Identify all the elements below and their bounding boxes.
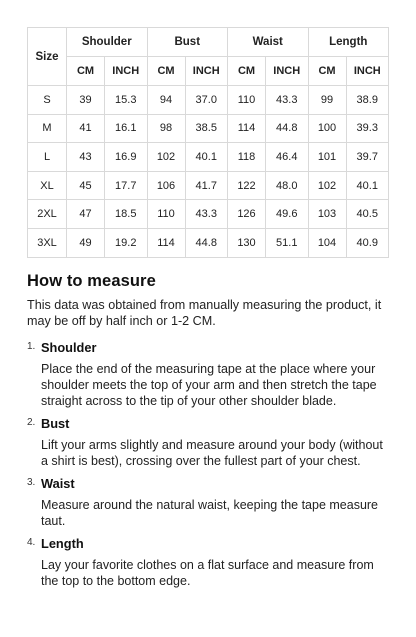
bust-header: Bust xyxy=(147,28,228,57)
size-chart-container xyxy=(27,27,389,258)
step-title: Shoulder xyxy=(41,340,97,355)
unit-header: CM xyxy=(308,57,346,86)
measurement-cell: 18.5 xyxy=(105,200,148,229)
table-row xyxy=(28,228,389,257)
list-item xyxy=(27,339,392,409)
step-title: Length xyxy=(41,536,84,551)
measurement-cell: 40.1 xyxy=(346,171,389,200)
measurement-cell: 49.6 xyxy=(266,200,309,229)
unit-header: INCH xyxy=(266,57,309,86)
how-to-measure-title: How to measure xyxy=(27,272,156,290)
list-item xyxy=(27,535,392,589)
measurement-cell: 16.9 xyxy=(105,143,148,172)
measurement-cell: 49 xyxy=(67,228,105,257)
measurement-cell: 114 xyxy=(147,228,185,257)
measurement-cell: 17.7 xyxy=(105,171,148,200)
measurement-cell: 44.8 xyxy=(185,228,228,257)
size-table-body xyxy=(28,86,389,258)
measurement-cell: 15.3 xyxy=(105,86,148,115)
size-label-cell: S xyxy=(28,86,67,115)
measurement-cell: 37.0 xyxy=(185,86,228,115)
measurement-cell: 41.7 xyxy=(185,171,228,200)
list-item xyxy=(27,475,392,529)
measurement-cell: 99 xyxy=(308,86,346,115)
measurement-cell: 104 xyxy=(308,228,346,257)
unit-header: INCH xyxy=(105,57,148,86)
table-row xyxy=(28,86,389,115)
size-label-cell: L xyxy=(28,143,67,172)
shoulder-header: Shoulder xyxy=(67,28,148,57)
table-row xyxy=(28,143,389,172)
measurement-cell: 41 xyxy=(67,114,105,143)
measurement-cell: 39.3 xyxy=(346,114,389,143)
step-description: Lift your arms slightly and measure around your body (without a shirt is best), crossing over the fullest part of your chest. xyxy=(41,438,383,468)
measurement-cell: 101 xyxy=(308,143,346,172)
measurement-cell: 44.8 xyxy=(266,114,309,143)
unit-header: CM xyxy=(147,57,185,86)
size-column-header: Size xyxy=(28,28,67,86)
measurement-cell: 45 xyxy=(67,171,105,200)
unit-header: INCH xyxy=(185,57,228,86)
step-number: 4. xyxy=(27,537,36,548)
measurement-cell: 130 xyxy=(228,228,266,257)
measurement-cell: 118 xyxy=(228,143,266,172)
table-row xyxy=(28,114,389,143)
measurement-cell: 43 xyxy=(67,143,105,172)
measurement-cell: 100 xyxy=(308,114,346,143)
step-title: Bust xyxy=(41,416,70,431)
table-unit-row xyxy=(28,57,389,86)
measurement-steps-list xyxy=(27,339,392,595)
measurement-cell: 51.1 xyxy=(266,228,309,257)
measurement-cell: 43.3 xyxy=(185,200,228,229)
step-number: 2. xyxy=(27,417,36,428)
measurement-cell: 102 xyxy=(308,171,346,200)
size-label-cell: XL xyxy=(28,171,67,200)
measurement-cell: 102 xyxy=(147,143,185,172)
length-header: Length xyxy=(308,28,389,57)
measurement-cell: 126 xyxy=(228,200,266,229)
measurement-cell: 38.9 xyxy=(346,86,389,115)
step-title: Waist xyxy=(41,476,75,491)
unit-header: CM xyxy=(67,57,105,86)
measurement-cell: 39 xyxy=(67,86,105,115)
measurement-cell: 40.1 xyxy=(185,143,228,172)
measurement-cell: 39.7 xyxy=(346,143,389,172)
measurement-cell: 98 xyxy=(147,114,185,143)
measurement-cell: 38.5 xyxy=(185,114,228,143)
measurement-cell: 16.1 xyxy=(105,114,148,143)
measurement-cell: 110 xyxy=(147,200,185,229)
size-chart-table xyxy=(27,27,389,258)
measurement-cell: 103 xyxy=(308,200,346,229)
measurement-cell: 48.0 xyxy=(266,171,309,200)
step-description: Place the end of the measuring tape at the place where your shoulder meets the top of your arm and then stretch the tape straight across to the tip of your other shoulder blade. xyxy=(41,362,377,408)
step-description: Measure around the natural waist, keeping the tape measure taut. xyxy=(41,498,379,528)
measurement-cell: 46.4 xyxy=(266,143,309,172)
measurement-cell: 40.5 xyxy=(346,200,389,229)
step-description: Lay your favorite clothes on a flat surface and measure from the top to the bottom edge. xyxy=(41,558,374,588)
unit-header: CM xyxy=(228,57,266,86)
unit-header: INCH xyxy=(346,57,389,86)
table-row xyxy=(28,171,389,200)
step-number: 3. xyxy=(27,477,36,488)
size-label-cell: 3XL xyxy=(28,228,67,257)
measurement-cell: 47 xyxy=(67,200,105,229)
size-label-cell: 2XL xyxy=(28,200,67,229)
measurement-disclaimer: This data was obtained from manually measuring the product, it may be off by half inch or 1-2 CM. xyxy=(27,298,382,328)
measurement-cell: 122 xyxy=(228,171,266,200)
size-label-cell: M xyxy=(28,114,67,143)
table-header-row xyxy=(28,28,389,57)
waist-header: Waist xyxy=(228,28,309,57)
measurement-cell: 43.3 xyxy=(266,86,309,115)
measurement-cell: 110 xyxy=(228,86,266,115)
measurement-cell: 114 xyxy=(228,114,266,143)
list-item xyxy=(27,415,392,469)
measurement-cell: 94 xyxy=(147,86,185,115)
table-row xyxy=(28,200,389,229)
step-number: 1. xyxy=(27,341,36,352)
measurement-cell: 19.2 xyxy=(105,228,148,257)
measurement-cell: 106 xyxy=(147,171,185,200)
measurement-cell: 40.9 xyxy=(346,228,389,257)
